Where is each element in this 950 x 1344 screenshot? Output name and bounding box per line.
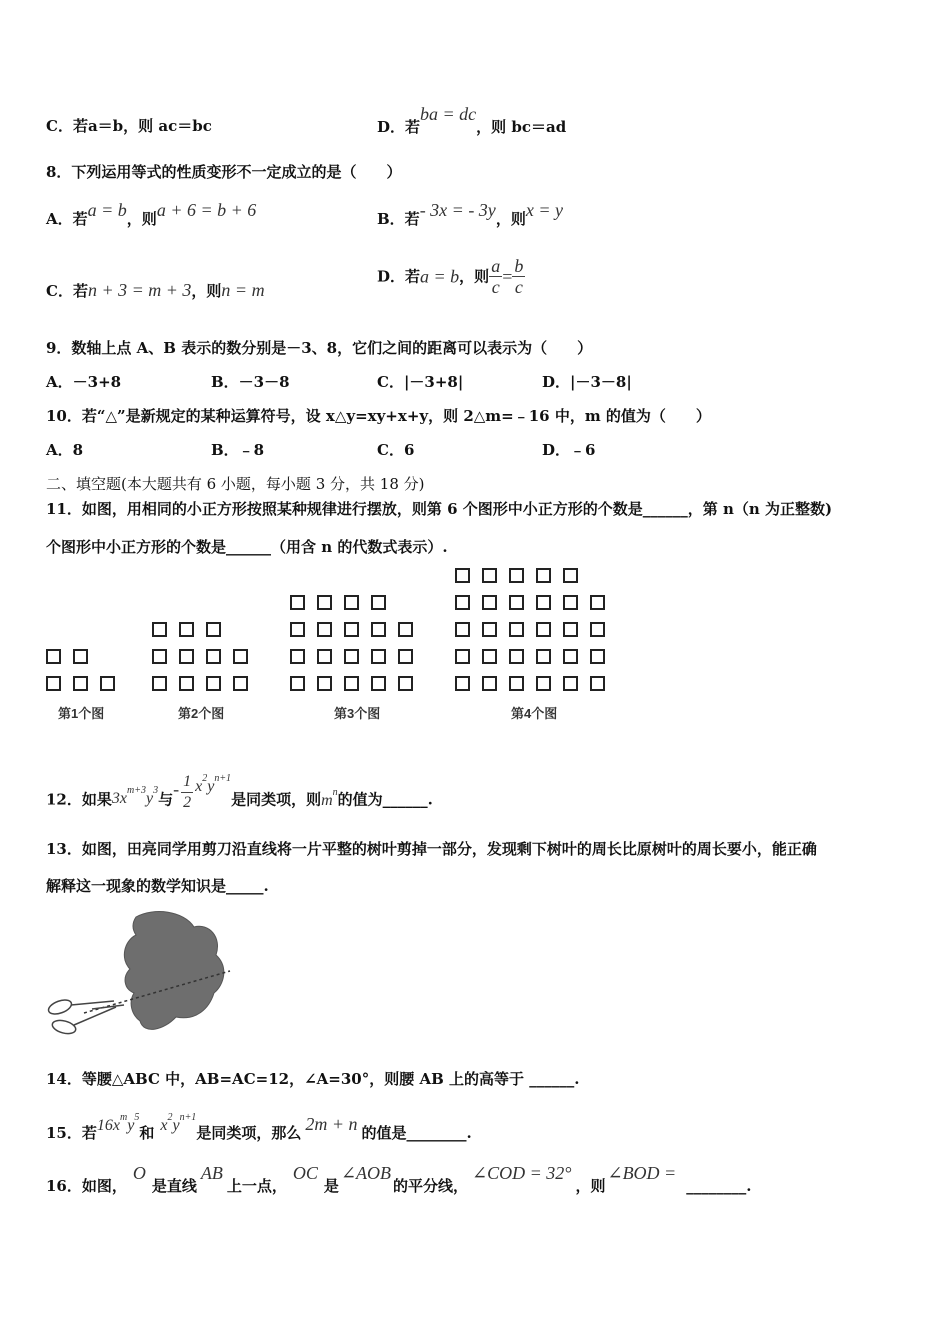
q13-line1: 13．如图，田亮同学用剪刀沿直线将一片平整的树叶剪掉一部分，发现剩下树叶的周长比原树叶的周长要小，能正确	[46, 840, 817, 858]
small-square	[536, 649, 551, 664]
leaf-shape	[124, 912, 223, 1030]
fraction-a-over-c: $\frac{a}{c}$	[491, 256, 501, 297]
small-square	[590, 595, 605, 610]
q10-option-b: B．﹣8	[211, 441, 265, 459]
q10-option-a: A．8	[46, 441, 84, 459]
figure-caption-3: 第3个图	[334, 706, 381, 721]
q10-option-c: C．6	[377, 441, 415, 459]
small-square	[290, 622, 305, 637]
scissors-icon	[47, 997, 124, 1036]
fraction-b-over-c: $\frac{b}{c}$	[514, 256, 524, 297]
q9-option-b: B．－3－8	[211, 373, 290, 391]
q10-option-d: D．﹣6	[542, 441, 596, 459]
small-square	[46, 649, 61, 664]
q14: 14．等腰△ABC 中，AB=AC=12，∠A=30°，则腰 AB 上的高等于 ______.	[46, 1070, 580, 1088]
small-square	[179, 622, 194, 637]
small-square	[455, 595, 470, 610]
small-square	[455, 649, 470, 664]
small-square	[290, 595, 305, 610]
small-square	[482, 676, 497, 691]
small-square	[455, 676, 470, 691]
small-square	[179, 676, 194, 691]
small-square	[344, 622, 359, 637]
small-square	[563, 622, 578, 637]
q11-line2: 个图形中小正方形的个数是______（用含 n 的代数式表示）.	[46, 538, 448, 556]
q9-stem: 9．数轴上点 A、B 表示的数分别是－3、8，它们之间的距离可以表示为（ ）	[46, 339, 593, 357]
small-square	[536, 595, 551, 610]
small-square	[233, 649, 248, 664]
small-square	[344, 676, 359, 691]
small-square	[152, 676, 167, 691]
small-square	[590, 622, 605, 637]
small-square	[344, 595, 359, 610]
small-square	[46, 676, 61, 691]
small-square	[536, 622, 551, 637]
small-square	[455, 568, 470, 583]
small-square	[509, 595, 524, 610]
small-square	[482, 622, 497, 637]
small-square	[371, 622, 386, 637]
q8-option-d: D．若a = b，则 $\frac{a}{c}$ = $\frac{b}{c}$	[377, 256, 524, 297]
small-square	[509, 568, 524, 583]
small-square	[563, 676, 578, 691]
small-square	[398, 676, 413, 691]
small-square	[563, 595, 578, 610]
small-square	[152, 622, 167, 637]
leaf-and-scissors-illustration	[44, 905, 244, 1045]
small-square	[317, 649, 332, 664]
small-square	[290, 649, 305, 664]
small-square	[100, 676, 115, 691]
small-square	[509, 676, 524, 691]
q15: 15．若$16x^my^5$和 $x^2y^{n+1}$是同类项，那么 2m + n 的值是________.	[46, 1112, 472, 1142]
figure-caption-2: 第2个图	[178, 706, 225, 721]
small-square	[482, 595, 497, 610]
small-square	[563, 568, 578, 583]
small-square	[482, 649, 497, 664]
figure-caption-1: 第1个图	[58, 706, 105, 721]
small-square	[233, 676, 248, 691]
figure-caption-4: 第4个图	[511, 706, 558, 721]
q9-option-c: C．|－3+8|	[377, 373, 464, 391]
q11-line1: 11．如图，用相同的小正方形按照某种规律进行摆放，则第 6 个图形中小正方形的个数是______，第 n（n 为正整数)	[46, 500, 833, 518]
q8-option-b: B．若- 3x = - 3y，则x = y	[377, 200, 563, 228]
small-square	[398, 649, 413, 664]
q12: 12．如果$3x^{m+3}y^3$与- $\frac{1}{2}$ $x^2y^{n+1}$是同类项，则$m^n$的值为______.	[46, 772, 433, 811]
small-square	[509, 649, 524, 664]
small-square	[317, 676, 332, 691]
q9-option-d: D．|－3－8|	[542, 373, 632, 391]
small-square	[371, 595, 386, 610]
q7-option-d: D．若ba = dc，则 bc＝ad	[377, 104, 567, 136]
q9-option-a: A．－3+8	[46, 373, 122, 391]
small-square	[563, 649, 578, 664]
small-square	[509, 622, 524, 637]
small-square	[536, 568, 551, 583]
q8-stem: 8．下列运用等式的性质变形不一定成立的是（ ）	[46, 163, 402, 181]
small-square	[398, 622, 413, 637]
small-square	[536, 676, 551, 691]
small-square	[73, 676, 88, 691]
small-square	[317, 595, 332, 610]
small-square	[317, 622, 332, 637]
small-square	[206, 622, 221, 637]
small-square	[455, 622, 470, 637]
q8-option-a: A．若a = b，则a + 6 = b + 6	[46, 200, 257, 228]
small-square	[371, 676, 386, 691]
section-heading: 二、填空题(本大题共有 6 小题，每小题 3 分，共 18 分)	[46, 475, 425, 493]
small-square	[371, 649, 386, 664]
q13-line2: 解释这一现象的数学知识是_____.	[46, 877, 269, 895]
small-square	[590, 649, 605, 664]
small-square	[179, 649, 194, 664]
small-square	[590, 676, 605, 691]
small-square	[152, 649, 167, 664]
small-square	[73, 649, 88, 664]
small-square	[206, 649, 221, 664]
small-square	[344, 649, 359, 664]
q7-option-c: C．若a＝b，则 ac＝bc	[46, 117, 212, 135]
q16: 16．如图，O是直线AB上一点，OC是∠AOB的平分线，∠COD = 32°，则∠BOD =________.	[46, 1163, 752, 1195]
small-square	[482, 568, 497, 583]
q10-stem: 10．若“△”是新规定的某种运算符号，设 x△y=xy+x+y，则 2△m=﹣16 中，m 的值为（ ）	[46, 407, 711, 425]
small-square	[290, 676, 305, 691]
q8-option-c: C．若n + 3 = m + 3，则n = m	[46, 280, 265, 300]
small-square	[206, 676, 221, 691]
